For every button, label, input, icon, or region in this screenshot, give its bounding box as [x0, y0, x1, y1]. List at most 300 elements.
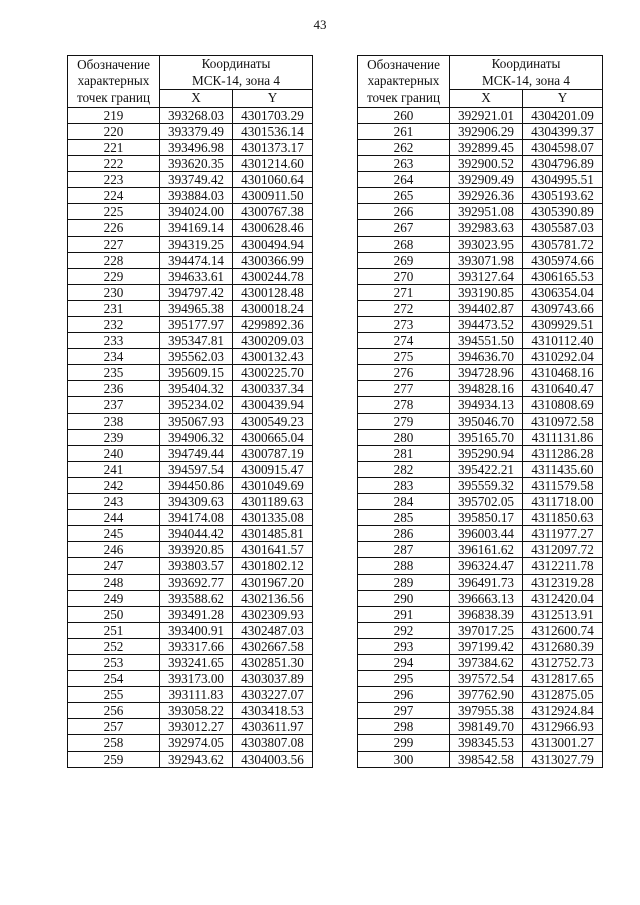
x-coordinate-cell: 394473.52: [450, 317, 523, 333]
table-row: [68, 172, 313, 188]
x-coordinate-cell: 393588.62: [160, 590, 233, 606]
table-row: [358, 703, 603, 719]
x-coordinate-cell: 395850.17: [450, 510, 523, 526]
table-row: [358, 574, 603, 590]
point-id-cell: 255: [68, 687, 160, 703]
y-coordinate-cell: 4312513.91: [523, 606, 603, 622]
table-row: [68, 477, 313, 493]
table-row: [358, 751, 603, 767]
table-body: [68, 107, 313, 767]
x-coordinate-cell: 396838.39: [450, 606, 523, 622]
table-row: [358, 735, 603, 751]
table-row: [358, 526, 603, 542]
point-id-cell: 226: [68, 220, 160, 236]
y-coordinate-cell: 4312680.39: [523, 638, 603, 654]
x-coordinate-cell: 394636.70: [450, 349, 523, 365]
point-id-cell: 291: [358, 606, 450, 622]
y-coordinate-cell: 4301335.08: [233, 510, 313, 526]
point-id-cell: 247: [68, 558, 160, 574]
x-coordinate-cell: 396663.13: [450, 590, 523, 606]
table-row: [358, 284, 603, 300]
y-coordinate-cell: 4304399.37: [523, 123, 603, 139]
x-coordinate-cell: 395046.70: [450, 413, 523, 429]
x-coordinate-cell: 395609.15: [160, 365, 233, 381]
point-id-cell: 222: [68, 156, 160, 172]
table-row: [68, 526, 313, 542]
x-coordinate-cell: 398149.70: [450, 719, 523, 735]
point-id-cell: 262: [358, 139, 450, 155]
table-row: [68, 429, 313, 445]
table-row: [68, 300, 313, 316]
x-coordinate-cell: 392906.29: [450, 123, 523, 139]
x-coordinate-cell: 392943.62: [160, 751, 233, 767]
y-coordinate-cell: 4300018.24: [233, 300, 313, 316]
point-id-cell: 296: [358, 687, 450, 703]
y-coordinate-cell: 4310972.58: [523, 413, 603, 429]
x-coordinate-cell: 392921.01: [450, 107, 523, 123]
x-coordinate-cell: 393400.91: [160, 622, 233, 638]
y-coordinate-cell: 4301049.69: [233, 477, 313, 493]
table-row: [68, 236, 313, 252]
coordinates-header: [450, 56, 603, 90]
x-coordinate-cell: 393803.57: [160, 558, 233, 574]
point-id-cell: 264: [358, 172, 450, 188]
x-coordinate-cell: 397955.38: [450, 703, 523, 719]
x-coordinate-cell: 392951.08: [450, 204, 523, 220]
point-header-line: точек границ: [76, 89, 151, 105]
y-coordinate-cell: 4311977.27: [523, 526, 603, 542]
x-coordinate-cell: 395422.21: [450, 461, 523, 477]
y-coordinate-cell: 4309929.51: [523, 317, 603, 333]
table-row: [68, 638, 313, 654]
x-coordinate-cell: 394965.38: [160, 300, 233, 316]
table-row: [68, 252, 313, 268]
x-coordinate-cell: 393317.66: [160, 638, 233, 654]
y-coordinate-cell: 4301060.64: [233, 172, 313, 188]
point-id-cell: 276: [358, 365, 450, 381]
table-row: [68, 139, 313, 155]
x-coordinate-cell: 394633.61: [160, 268, 233, 284]
y-coordinate-cell: 4302136.56: [233, 590, 313, 606]
table-row: [68, 381, 313, 397]
table-row: [68, 397, 313, 413]
x-coordinate-cell: 394597.54: [160, 461, 233, 477]
table-row: [358, 381, 603, 397]
y-coordinate-cell: 4301189.63: [233, 494, 313, 510]
y-coordinate-cell: 4311579.58: [523, 477, 603, 493]
y-coordinate-cell: 4311131.86: [523, 429, 603, 445]
x-coordinate-cell: 394450.86: [160, 477, 233, 493]
y-coordinate-cell: 4304796.89: [523, 156, 603, 172]
point-id-cell: 277: [358, 381, 450, 397]
y-coordinate-cell: 4306165.53: [523, 268, 603, 284]
x-coordinate-cell: 392974.05: [160, 735, 233, 751]
y-coordinate-cell: 4309743.66: [523, 300, 603, 316]
point-header-line: Обозначение: [367, 56, 440, 72]
point-id-cell: 230: [68, 284, 160, 300]
point-designation-header: [68, 56, 160, 108]
point-id-cell: 267: [358, 220, 450, 236]
coord-header-line: Координаты: [491, 56, 561, 71]
point-header-line: характерных: [77, 73, 150, 89]
y-coordinate-cell: 4300128.48: [233, 284, 313, 300]
point-id-cell: 261: [358, 123, 450, 139]
point-id-cell: 294: [358, 654, 450, 670]
point-id-cell: 280: [358, 429, 450, 445]
point-id-cell: 292: [358, 622, 450, 638]
x-coordinate-cell: 393190.85: [450, 284, 523, 300]
y-coordinate-cell: 4313001.27: [523, 735, 603, 751]
coordinates-table-left: [67, 55, 313, 768]
x-coordinate-cell: 393012.27: [160, 719, 233, 735]
y-coordinate-cell: 4312875.05: [523, 687, 603, 703]
x-coordinate-cell: 395067.93: [160, 413, 233, 429]
y-coordinate-cell: 4310808.69: [523, 397, 603, 413]
table-row: [358, 220, 603, 236]
y-coordinate-cell: 4304995.51: [523, 172, 603, 188]
point-id-cell: 252: [68, 638, 160, 654]
point-id-cell: 220: [68, 123, 160, 139]
point-id-cell: 271: [358, 284, 450, 300]
y-coordinate-cell: 4310112.40: [523, 333, 603, 349]
table-row: [68, 188, 313, 204]
table-row: [358, 107, 603, 123]
x-coordinate-cell: 394728.96: [450, 365, 523, 381]
table-row: [68, 751, 313, 767]
point-id-cell: 286: [358, 526, 450, 542]
y-coordinate-cell: 4299892.36: [233, 317, 313, 333]
x-coordinate-cell: 397384.62: [450, 654, 523, 670]
table-row: [358, 252, 603, 268]
y-coordinate-cell: 4311718.00: [523, 494, 603, 510]
table-body: [358, 107, 603, 767]
y-column-header: Y: [233, 90, 313, 108]
point-id-cell: 254: [68, 671, 160, 687]
table-row: [358, 317, 603, 333]
point-id-cell: 284: [358, 494, 450, 510]
point-id-cell: 234: [68, 349, 160, 365]
x-coordinate-cell: 397199.42: [450, 638, 523, 654]
table-row: [358, 654, 603, 670]
x-coordinate-cell: 394402.87: [450, 300, 523, 316]
y-coordinate-cell: 4311850.63: [523, 510, 603, 526]
x-coordinate-cell: 393111.83: [160, 687, 233, 703]
table-row: [68, 606, 313, 622]
point-id-cell: 274: [358, 333, 450, 349]
point-id-cell: 223: [68, 172, 160, 188]
y-coordinate-cell: 4301214.60: [233, 156, 313, 172]
point-id-cell: 265: [358, 188, 450, 204]
y-coordinate-cell: 4300366.99: [233, 252, 313, 268]
point-id-cell: 259: [68, 751, 160, 767]
table-row: [68, 510, 313, 526]
point-id-cell: 297: [358, 703, 450, 719]
x-coordinate-cell: 396161.62: [450, 542, 523, 558]
coordinates-header: [160, 56, 313, 90]
y-coordinate-cell: 4300225.70: [233, 365, 313, 381]
coord-header-line: МСК-14, зона 4: [481, 72, 571, 88]
table-row: [68, 284, 313, 300]
x-coordinate-cell: 395702.05: [450, 494, 523, 510]
x-coordinate-cell: 394749.44: [160, 445, 233, 461]
y-coordinate-cell: 4312924.84: [523, 703, 603, 719]
x-coordinate-cell: 394828.16: [450, 381, 523, 397]
table-row: [68, 204, 313, 220]
y-coordinate-cell: 4300787.19: [233, 445, 313, 461]
x-coordinate-cell: 394174.08: [160, 510, 233, 526]
x-coordinate-cell: 397017.25: [450, 622, 523, 638]
point-id-cell: 285: [358, 510, 450, 526]
table-row: [68, 719, 313, 735]
table-row: [68, 317, 313, 333]
table-row: [68, 220, 313, 236]
x-coordinate-cell: 396491.73: [450, 574, 523, 590]
point-id-cell: 246: [68, 542, 160, 558]
y-coordinate-cell: 4300628.46: [233, 220, 313, 236]
y-coordinate-cell: 4312600.74: [523, 622, 603, 638]
point-id-cell: 281: [358, 445, 450, 461]
x-coordinate-cell: 393379.49: [160, 123, 233, 139]
point-id-cell: 272: [358, 300, 450, 316]
x-coordinate-cell: 393496.98: [160, 139, 233, 155]
point-id-cell: 290: [358, 590, 450, 606]
table-row: [358, 461, 603, 477]
y-coordinate-cell: 4300494.94: [233, 236, 313, 252]
y-coordinate-cell: 4301536.14: [233, 123, 313, 139]
x-coordinate-cell: 394319.25: [160, 236, 233, 252]
x-coordinate-cell: 393491.28: [160, 606, 233, 622]
y-coordinate-cell: 4300439.94: [233, 397, 313, 413]
table-row: [68, 735, 313, 751]
point-id-cell: 225: [68, 204, 160, 220]
x-coordinate-cell: 397572.54: [450, 671, 523, 687]
y-coordinate-cell: 4312420.04: [523, 590, 603, 606]
table-row: [358, 365, 603, 381]
table-row: [358, 156, 603, 172]
y-coordinate-cell: 4304598.07: [523, 139, 603, 155]
x-coordinate-cell: 393749.42: [160, 172, 233, 188]
x-coordinate-cell: 393173.00: [160, 671, 233, 687]
point-id-cell: 300: [358, 751, 450, 767]
y-coordinate-cell: 4312319.28: [523, 574, 603, 590]
table-row: [358, 590, 603, 606]
point-id-cell: 238: [68, 413, 160, 429]
y-coordinate-cell: 4300549.23: [233, 413, 313, 429]
table-row: [358, 268, 603, 284]
x-coordinate-cell: 394024.00: [160, 204, 233, 220]
point-id-cell: 287: [358, 542, 450, 558]
table-row: [358, 413, 603, 429]
point-id-cell: 273: [358, 317, 450, 333]
table-row: [358, 236, 603, 252]
x-coordinate-cell: 393920.85: [160, 542, 233, 558]
x-column-header: X: [160, 90, 233, 108]
x-coordinate-cell: 395290.94: [450, 445, 523, 461]
table-row: [68, 413, 313, 429]
x-coordinate-cell: 393058.22: [160, 703, 233, 719]
x-coordinate-cell: 392926.36: [450, 188, 523, 204]
table-row: [68, 671, 313, 687]
point-id-cell: 236: [68, 381, 160, 397]
x-coordinate-cell: 395177.97: [160, 317, 233, 333]
table-row: [358, 687, 603, 703]
point-id-cell: 256: [68, 703, 160, 719]
x-coordinate-cell: 393692.77: [160, 574, 233, 590]
point-id-cell: 231: [68, 300, 160, 316]
x-column-header: X: [450, 90, 523, 108]
table-row: [358, 606, 603, 622]
point-id-cell: 221: [68, 139, 160, 155]
point-id-cell: 240: [68, 445, 160, 461]
x-coordinate-cell: 398542.58: [450, 751, 523, 767]
point-id-cell: 283: [358, 477, 450, 493]
table-row: [68, 107, 313, 123]
x-coordinate-cell: 396324.47: [450, 558, 523, 574]
y-coordinate-cell: 4300911.50: [233, 188, 313, 204]
y-coordinate-cell: 4305587.03: [523, 220, 603, 236]
table-row: [68, 574, 313, 590]
y-coordinate-cell: 4300915.47: [233, 461, 313, 477]
point-header-line: характерных: [367, 73, 440, 89]
table-row: [358, 349, 603, 365]
point-id-cell: 229: [68, 268, 160, 284]
y-coordinate-cell: 4305193.62: [523, 188, 603, 204]
point-id-cell: 268: [358, 236, 450, 252]
y-coordinate-cell: 4301485.81: [233, 526, 313, 542]
table-row: [358, 622, 603, 638]
point-id-cell: 235: [68, 365, 160, 381]
point-id-cell: 227: [68, 236, 160, 252]
table-row: [358, 445, 603, 461]
table-row: [68, 461, 313, 477]
table-row: [358, 719, 603, 735]
x-coordinate-cell: 395165.70: [450, 429, 523, 445]
x-coordinate-cell: 395562.03: [160, 349, 233, 365]
table-row: [68, 365, 313, 381]
point-id-cell: 275: [358, 349, 450, 365]
y-coordinate-cell: 4312817.65: [523, 671, 603, 687]
x-coordinate-cell: 392899.45: [450, 139, 523, 155]
y-coordinate-cell: 4312097.72: [523, 542, 603, 558]
y-coordinate-cell: 4303611.97: [233, 719, 313, 735]
point-id-cell: 293: [358, 638, 450, 654]
table-row: [68, 268, 313, 284]
point-id-cell: 243: [68, 494, 160, 510]
point-id-cell: 278: [358, 397, 450, 413]
x-coordinate-cell: 394906.32: [160, 429, 233, 445]
point-id-cell: 270: [358, 268, 450, 284]
y-coordinate-cell: 4302851.30: [233, 654, 313, 670]
table-row: [358, 542, 603, 558]
point-id-cell: 253: [68, 654, 160, 670]
y-coordinate-cell: 4305390.89: [523, 204, 603, 220]
point-id-cell: 288: [358, 558, 450, 574]
y-coordinate-cell: 4310292.04: [523, 349, 603, 365]
point-id-cell: 269: [358, 252, 450, 268]
y-coordinate-cell: 4303418.53: [233, 703, 313, 719]
point-id-cell: 260: [358, 107, 450, 123]
x-coordinate-cell: 394044.42: [160, 526, 233, 542]
x-coordinate-cell: 395559.32: [450, 477, 523, 493]
table-row: [68, 622, 313, 638]
coord-header-line: Координаты: [201, 56, 271, 71]
table-row: [68, 590, 313, 606]
table-row: [358, 123, 603, 139]
point-id-cell: 289: [358, 574, 450, 590]
x-coordinate-cell: 395404.32: [160, 381, 233, 397]
table-row: [358, 204, 603, 220]
table-row: [358, 172, 603, 188]
table-row: [68, 542, 313, 558]
table-row: [358, 429, 603, 445]
table-row: [358, 188, 603, 204]
table-row: [358, 333, 603, 349]
table-row: [358, 510, 603, 526]
x-coordinate-cell: 392909.49: [450, 172, 523, 188]
point-designation-header: [358, 56, 450, 108]
point-id-cell: 228: [68, 252, 160, 268]
y-column-header: Y: [523, 90, 603, 108]
x-coordinate-cell: 393071.98: [450, 252, 523, 268]
x-coordinate-cell: 394169.14: [160, 220, 233, 236]
table-row: [358, 638, 603, 654]
x-coordinate-cell: 394309.63: [160, 494, 233, 510]
table-row: [68, 687, 313, 703]
y-coordinate-cell: 4302667.58: [233, 638, 313, 654]
table-row: [68, 703, 313, 719]
y-coordinate-cell: 4312752.73: [523, 654, 603, 670]
table-row: [358, 300, 603, 316]
table-row: [358, 477, 603, 493]
y-coordinate-cell: 4300665.04: [233, 429, 313, 445]
x-coordinate-cell: 393241.65: [160, 654, 233, 670]
table-row: [68, 349, 313, 365]
coord-header-line: МСК-14, зона 4: [191, 72, 281, 88]
y-coordinate-cell: 4303807.08: [233, 735, 313, 751]
x-coordinate-cell: 392900.52: [450, 156, 523, 172]
point-id-cell: 250: [68, 606, 160, 622]
y-coordinate-cell: 4303227.07: [233, 687, 313, 703]
y-coordinate-cell: 4300132.43: [233, 349, 313, 365]
x-coordinate-cell: 395234.02: [160, 397, 233, 413]
y-coordinate-cell: 4300337.34: [233, 381, 313, 397]
x-coordinate-cell: 393127.64: [450, 268, 523, 284]
point-id-cell: 263: [358, 156, 450, 172]
point-id-cell: 239: [68, 429, 160, 445]
y-coordinate-cell: 4311286.28: [523, 445, 603, 461]
point-id-cell: 249: [68, 590, 160, 606]
point-id-cell: 266: [358, 204, 450, 220]
point-id-cell: 282: [358, 461, 450, 477]
y-coordinate-cell: 4300209.03: [233, 333, 313, 349]
y-coordinate-cell: 4300244.78: [233, 268, 313, 284]
y-coordinate-cell: 4305974.66: [523, 252, 603, 268]
point-id-cell: 224: [68, 188, 160, 204]
x-coordinate-cell: 394474.14: [160, 252, 233, 268]
x-coordinate-cell: 394551.50: [450, 333, 523, 349]
y-coordinate-cell: 4301802.12: [233, 558, 313, 574]
x-coordinate-cell: 397762.90: [450, 687, 523, 703]
y-coordinate-cell: 4311435.60: [523, 461, 603, 477]
y-coordinate-cell: 4310468.16: [523, 365, 603, 381]
point-id-cell: 251: [68, 622, 160, 638]
x-coordinate-cell: 393620.35: [160, 156, 233, 172]
y-coordinate-cell: 4301703.29: [233, 107, 313, 123]
y-coordinate-cell: 4305781.72: [523, 236, 603, 252]
table-row: [358, 671, 603, 687]
table-row: [68, 445, 313, 461]
page-number: 43: [313, 17, 327, 32]
